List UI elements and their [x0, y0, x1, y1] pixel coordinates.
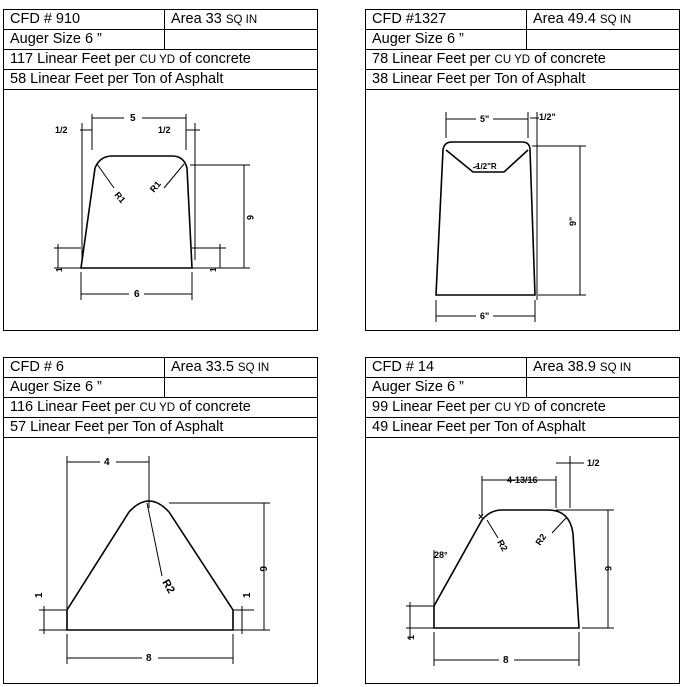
auger-size: Auger Size 6 ”: [10, 31, 102, 47]
concrete-yield: 116 Linear Feet per CU YD of concrete: [10, 399, 251, 415]
auger-size: Auger Size 6 ”: [372, 379, 464, 395]
auger-size: Auger Size 6 ”: [372, 31, 464, 47]
radius-left-label: R2: [495, 538, 510, 553]
profile-drawing: [4, 358, 319, 685]
height-label: 6: [603, 566, 613, 572]
area-value: Area 33 SQ IN: [171, 11, 258, 27]
cfd-number: CFD # 6: [10, 359, 64, 375]
radius-label: 1/2"R: [476, 162, 497, 171]
cfd-number: CFD # 910: [10, 11, 81, 27]
cfd-6-card: [3, 357, 318, 684]
top-width-label: 4: [104, 457, 110, 468]
area-value: Area 33.5 SQ IN: [171, 359, 270, 375]
bottom-width-label: 8: [146, 653, 152, 664]
dimension-line: [164, 164, 184, 188]
concrete-yield: 78 Linear Feet per CU YD of concrete: [372, 51, 606, 67]
asphalt-yield: 57 Linear Feet per Ton of Asphalt: [10, 419, 224, 435]
offset-label: 1/2: [587, 458, 600, 468]
concrete-yield: 117 Linear Feet per CU YD of concrete: [10, 51, 251, 67]
asphalt-yield: 38 Linear Feet per Ton of Asphalt: [372, 71, 586, 87]
height-label: 9": [568, 216, 578, 226]
curb-profile: [81, 156, 192, 268]
offset-label: 1/2": [539, 112, 556, 122]
height-label: 6: [245, 215, 255, 221]
bottom-width-label: 6": [480, 311, 490, 321]
radius-right-label: R1: [147, 179, 163, 195]
curb-profile: [67, 501, 233, 630]
radius-label: R2: [159, 577, 177, 596]
top-width-label: 5": [480, 114, 490, 124]
profile-drawing: [366, 10, 681, 332]
asphalt-yield: 58 Linear Feet per Ton of Asphalt: [10, 71, 224, 87]
height-label: 6: [257, 566, 268, 572]
dimension-line: [487, 520, 498, 538]
area-value: Area 38.9 SQ IN: [533, 359, 632, 375]
bottom-width-label: 6: [134, 289, 140, 300]
cfd-910-card: [3, 9, 318, 331]
dimension-line: [97, 164, 114, 188]
offset-left-label: 1/2: [55, 125, 68, 135]
profile-drawing: [4, 10, 319, 332]
concrete-yield: 99 Linear Feet per CU YD of concrete: [372, 399, 606, 415]
base-height-label: 1: [406, 634, 416, 640]
angle-label: 28°: [434, 550, 448, 560]
profile-drawing: [366, 358, 681, 685]
auger-size: Auger Size 6 ”: [10, 379, 102, 395]
dimension-line: [552, 518, 566, 533]
radius-right-label: R2: [533, 531, 549, 548]
top-width-label: 5: [130, 113, 136, 124]
base-height-right-label: 1: [242, 592, 253, 598]
top-width-label: 4-13/16: [507, 475, 538, 485]
asphalt-yield: 49 Linear Feet per Ton of Asphalt: [372, 419, 586, 435]
dimension-line: [147, 503, 162, 576]
base-height-left-label: 1: [34, 592, 45, 598]
bottom-width-label: 8: [503, 655, 509, 666]
cfd-number: CFD # 14: [372, 359, 435, 375]
cfd-1327-card: [365, 9, 680, 331]
base-height-right-label: 1: [209, 267, 218, 272]
cfd-14-card: [365, 357, 680, 684]
radius-left-label: R1: [112, 189, 128, 206]
tangent-mark: ×: [478, 512, 484, 523]
offset-right-label: 1/2: [158, 125, 171, 135]
area-value: Area 49.4 SQ IN: [533, 11, 632, 27]
base-height-left-label: 1: [55, 267, 64, 272]
cfd-number: CFD #1327: [372, 11, 447, 27]
